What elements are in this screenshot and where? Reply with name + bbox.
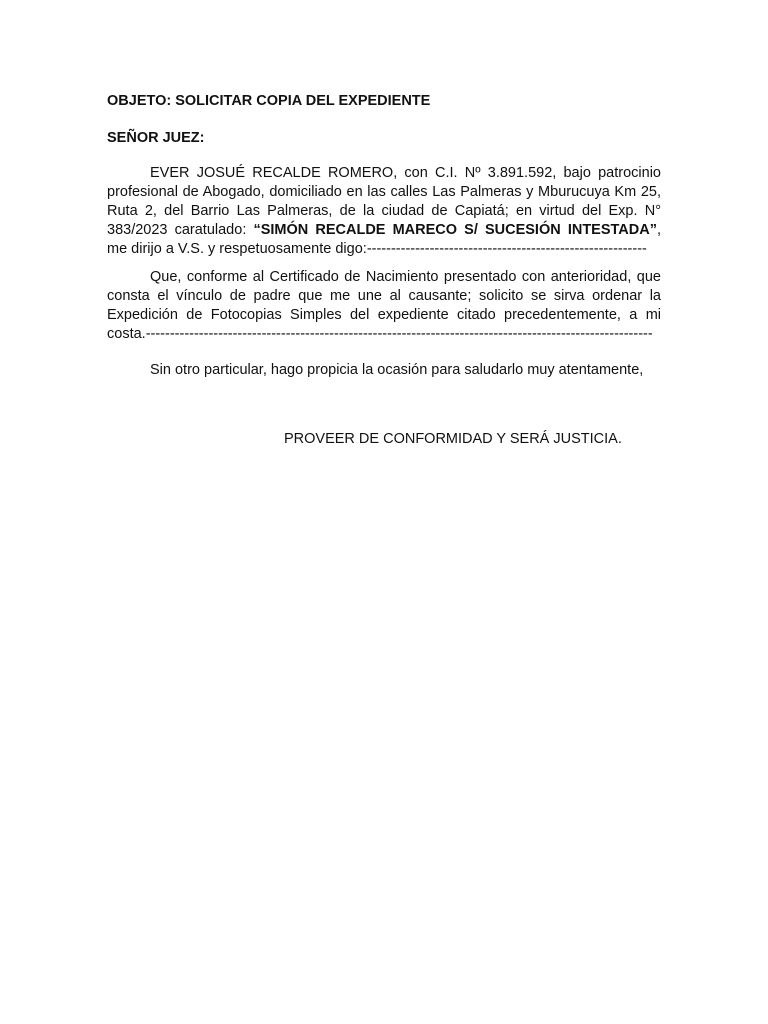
paragraph-request <box>107 268 661 344</box>
document-body <box>107 92 661 380</box>
farewell-text: Sin otro particular, hago propicia la ocasión para saludarlo muy atentamente, <box>150 362 644 378</box>
filler-dashes: --------------------------------------------------------------------------------------------------------- <box>145 326 653 342</box>
case-title: “SIMÓN RECALDE MARECO S/ SUCESIÓN INTESTADA” <box>253 222 657 238</box>
closing-line: PROVEER DE CONFORMIDAD Y SERÁ JUSTICIA. <box>284 431 622 447</box>
subject-heading: OBJETO: SOLICITAR COPIA DEL EXPEDIENTE <box>107 93 431 109</box>
paragraph-petitioner <box>107 164 661 259</box>
filler-dashes: ---------------------------------------------------------- <box>366 241 647 257</box>
petitioner-text-end: , me dirijo a V.S. y respetuosamente digo: <box>107 222 661 257</box>
addressee-heading: SEÑOR JUEZ: <box>107 130 205 146</box>
request-text: Que, conforme al Certificado de Nacimiento presentado con anterioridad, que consta el vínculo de padre que me une al causante; solicito se sirva ordenar la Expedición de Fotocopias Simples del expediente citado precedentemente, a mi costa. <box>107 269 661 342</box>
paragraph-farewell <box>107 361 661 380</box>
petitioner-text: EVER JOSUÉ RECALDE ROMERO, con C.I. Nº 3.891.592, bajo patrocinio profesional de Abogado, domiciliado en las calles Las Palmeras y Mburucuya Km 25, Ruta 2, del Barrio Las Palmeras, de la ciudad de Capiatá; en virtud del Exp. N° 383/2023 caratulado: <box>107 165 661 238</box>
